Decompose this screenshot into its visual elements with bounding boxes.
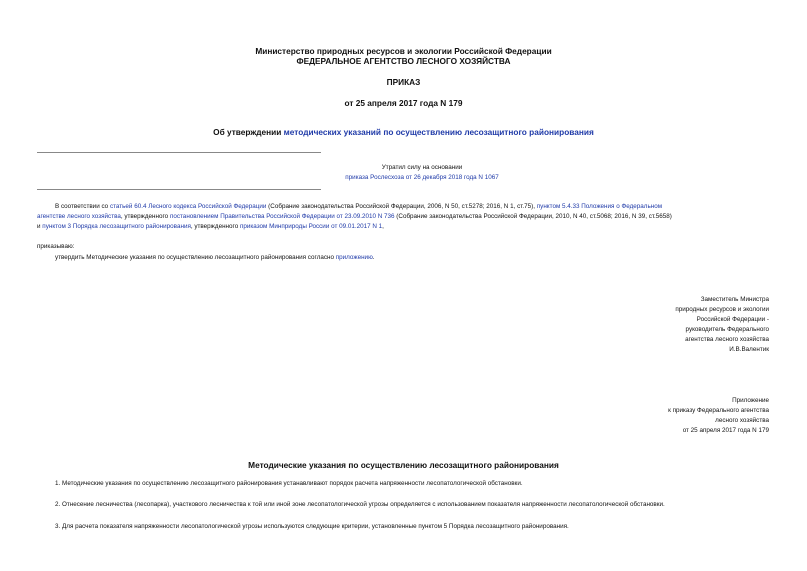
document-title-prefix: Об утверждении	[213, 127, 284, 137]
agency-link[interactable]: агентстве лесного хозяйства	[37, 213, 121, 220]
order-approve-text: утвердить Методические указания по осуществлению лесозащитного районирования согласно	[55, 254, 336, 261]
appendix-block	[668, 396, 769, 436]
agency-name: ФЕДЕРАЛЬНОЕ АГЕНТСТВО ЛЕСНОГО ХОЗЯЙСТВА	[296, 56, 511, 66]
preamble-line-3	[37, 222, 384, 232]
repeal-order-link[interactable]: приказа Рослесхоза от 26 декабря 2018 года N 1067	[345, 174, 499, 181]
preamble-line-2	[37, 212, 672, 222]
procedure-point-link[interactable]: пунктом 3 Порядка лесозащитного районирования	[42, 223, 191, 230]
preamble-text: В соответствии со	[55, 203, 110, 210]
repeal-note: Утратил силу на основании	[381, 164, 463, 171]
guideline-item: 3. Для расчета показателя напряженности лесопатологической угрозы используются следующие критерии, установленные пунктом 5 Порядка лесозащитного районирования.	[55, 523, 569, 530]
preamble-text: и	[37, 223, 43, 230]
preamble-text: (Собрание законодательства Российской Федерации, 2006, N 50, ст.5278; 2016, N 1, ст.75),	[266, 203, 537, 210]
signature-block	[675, 295, 769, 355]
guideline-item: 1. Методические указания по осуществлению лесозащитного районирования устанавливают порядок расчета напряженности лесопатологической обстановки.	[55, 480, 523, 487]
ministry-order-link[interactable]: приказом Минприроды России от 09.01.2017 N 1	[239, 223, 383, 230]
preamble-text: ,	[382, 223, 384, 230]
divider-top	[37, 152, 321, 153]
guidelines-title: Методические указания по осуществлению лесозащитного районирования	[248, 460, 559, 470]
signature-line: Заместитель Министра	[700, 296, 769, 303]
signature-line: Российской Федерации -	[696, 316, 769, 323]
signature-line: руководитель Федерального	[685, 326, 769, 333]
document-title-link[interactable]: методических указаний по осуществлению лесозащитного районирования	[283, 127, 594, 137]
forest-code-link[interactable]: статьей 60.4 Лесного кодекса Российской Федерации	[109, 203, 267, 210]
preamble-line-1	[55, 202, 662, 212]
appendix-line: к приказу Федерального агентства	[668, 407, 769, 414]
guideline-item: 2. Отнесение лесничества (лесопарка), участкового лесничества к той или иной зоне лесопатологической угрозы определяется с использованием показателя напряженности лесопатологической обстановки.	[55, 501, 665, 508]
government-decree-link[interactable]: постановлением Правительства Российской Федерации от 23.09.2010 N 736	[169, 213, 395, 220]
ministry-name: Министерство природных ресурсов и экологии Российской Федерации	[255, 46, 552, 56]
divider-bottom	[37, 189, 321, 190]
order-approve-line	[55, 253, 375, 263]
order-word: приказываю:	[37, 243, 75, 250]
appendix-line: Приложение	[732, 397, 769, 404]
preamble-text: (Собрание законодательства Российской Федерации, 2010, N 40, ст.5068; 2016, N 39, ст.5658)	[394, 213, 672, 220]
regulation-point-link[interactable]: пунктом 5.4.33 Положения о Федеральном	[536, 203, 663, 210]
repeal-link-line	[37, 173, 807, 183]
preamble-text: , утвержденного	[190, 223, 240, 230]
document-title	[0, 127, 807, 137]
appendix-line: от 25 апреля 2017 года N 179	[682, 427, 769, 434]
signature-line: природных ресурсов и экологии	[675, 306, 769, 313]
appendix-line: лесного хозяйства	[715, 417, 769, 424]
order-approve-end: .	[372, 254, 375, 261]
signature-name: И.В.Валентик	[729, 346, 769, 353]
appendix-link[interactable]: приложению	[335, 254, 373, 261]
preamble-text: , утвержденного	[120, 213, 170, 220]
document-date: от 25 апреля 2017 года N 179	[344, 98, 463, 108]
document-type: ПРИКАЗ	[386, 77, 421, 87]
signature-line: агентства лесного хозяйства	[685, 336, 769, 343]
